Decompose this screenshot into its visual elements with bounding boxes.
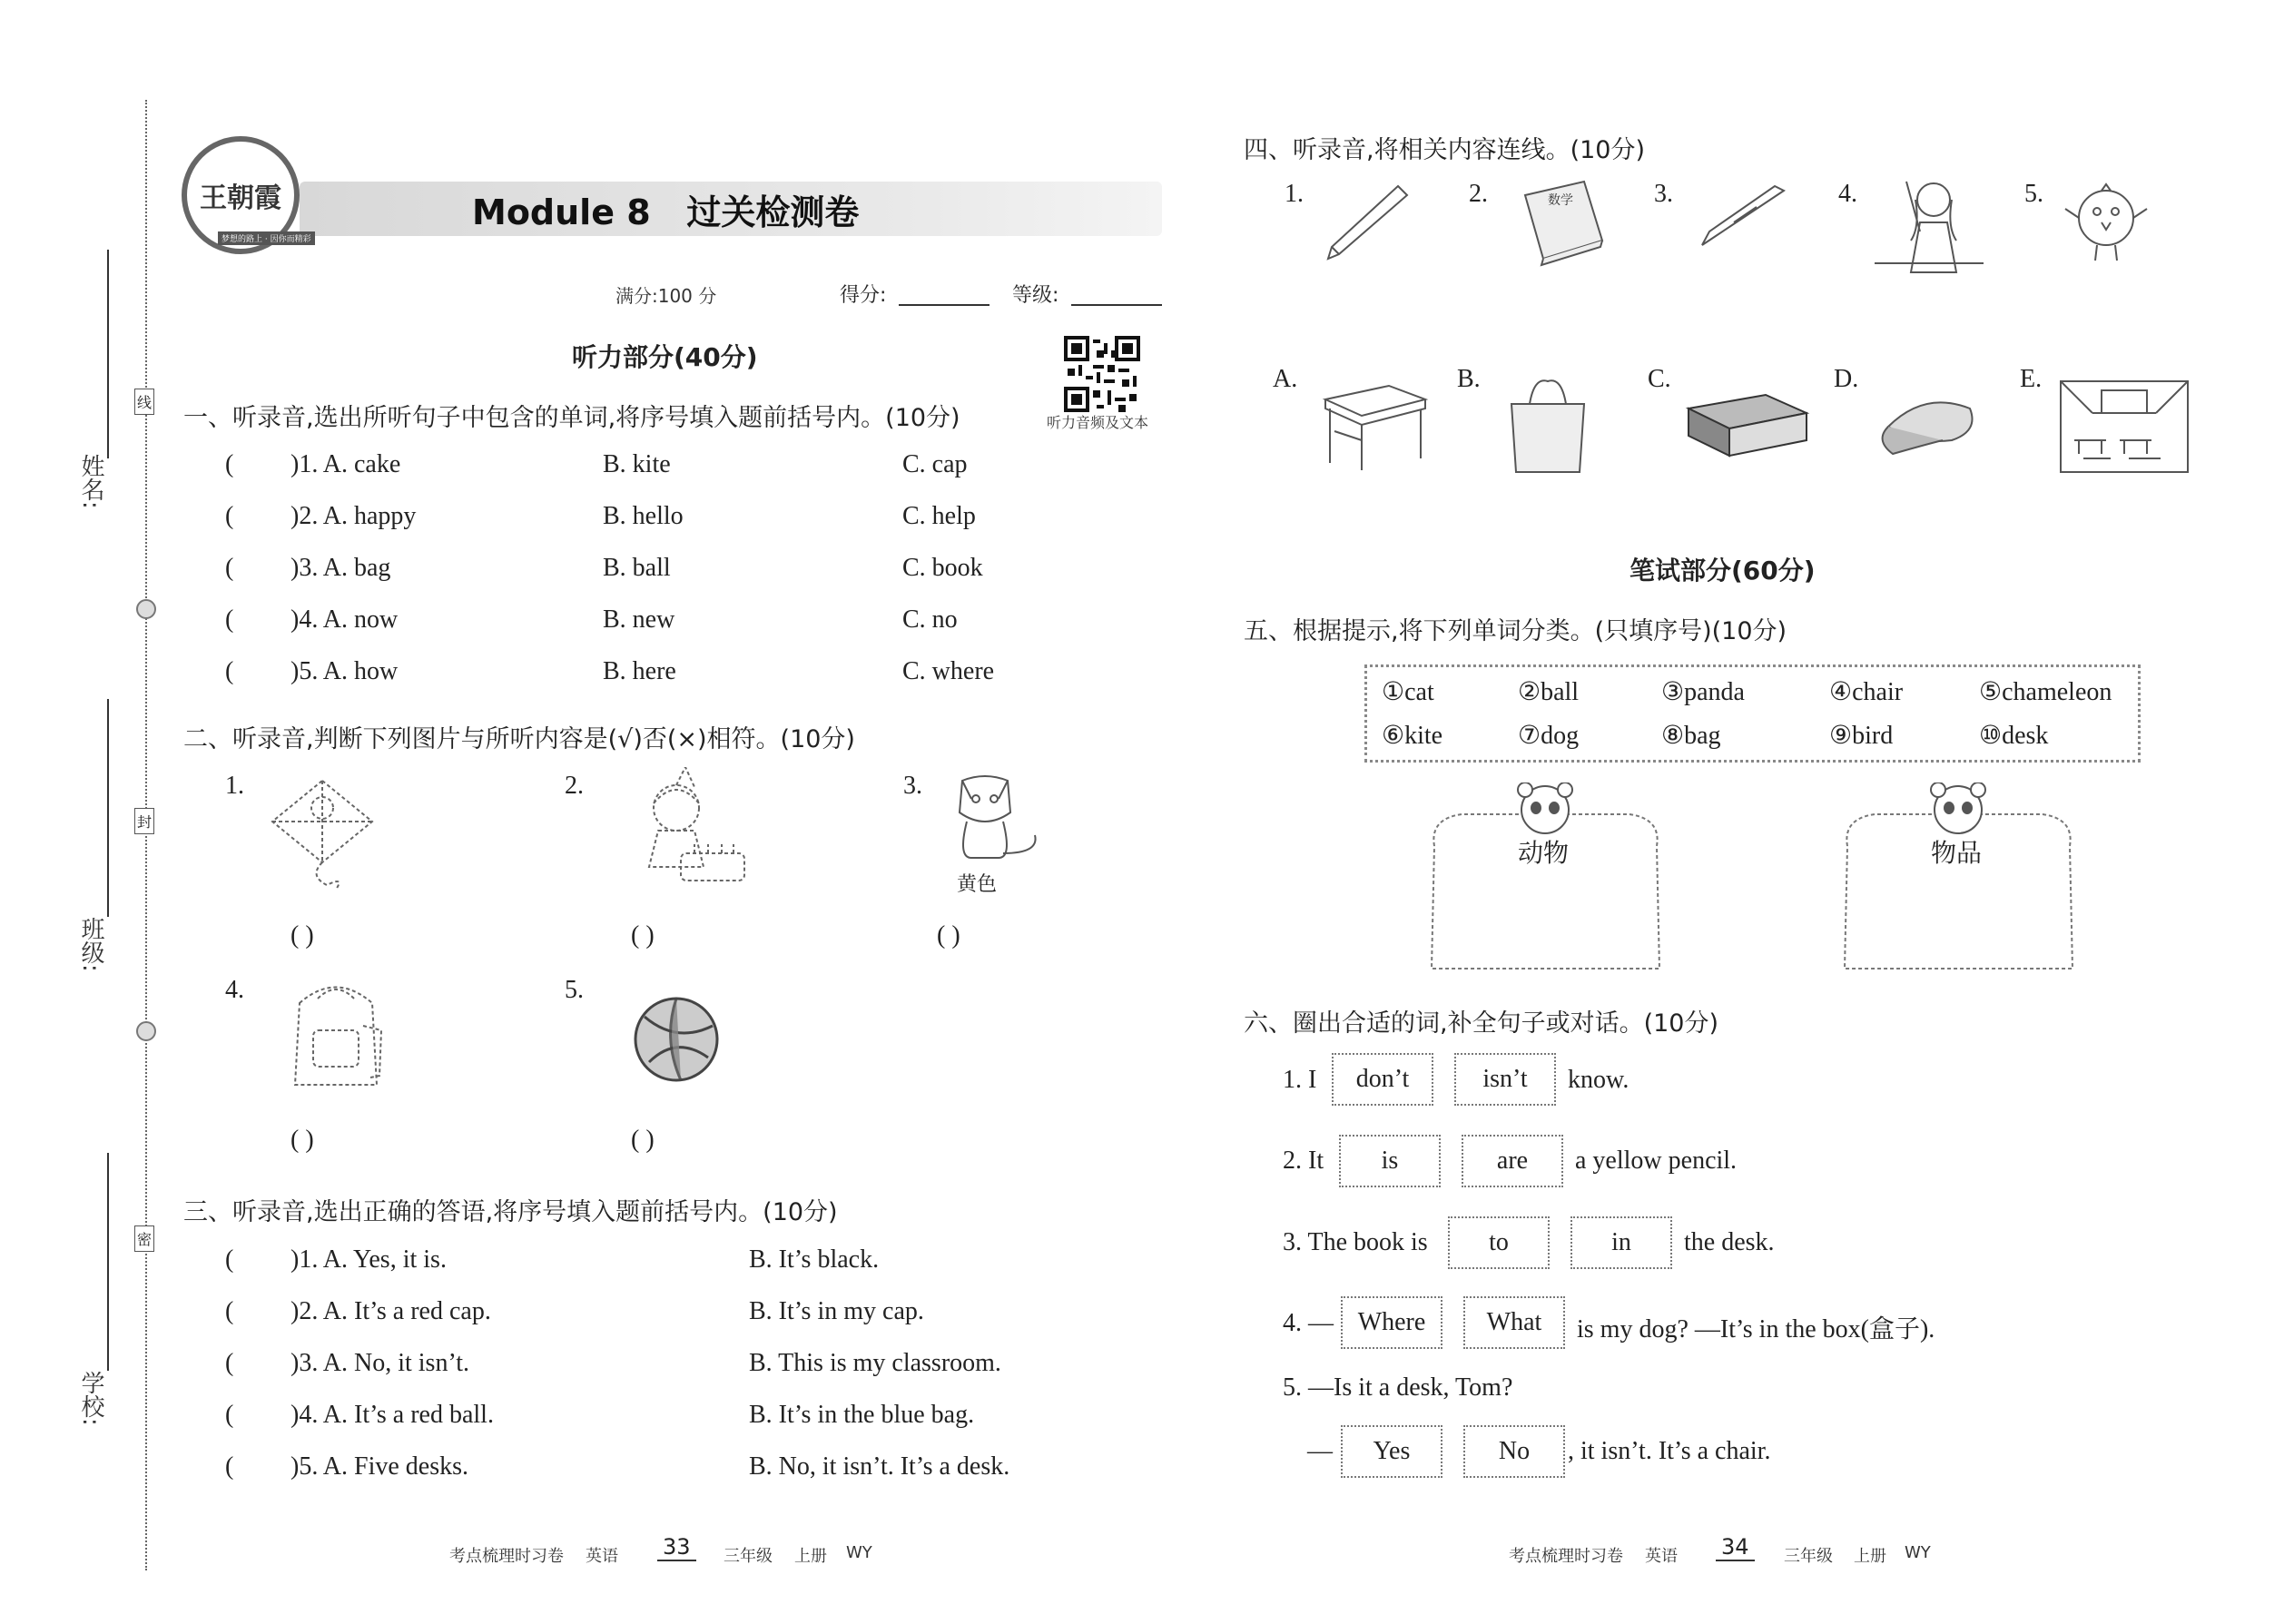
name-field[interactable] bbox=[107, 250, 109, 458]
class-field[interactable] bbox=[107, 699, 109, 917]
s3-q5-b: B. No, it isn’t. It’s a desk. bbox=[749, 1452, 1010, 1481]
s6-q5-option-2[interactable]: No bbox=[1463, 1425, 1565, 1478]
s2-num-2: 2. bbox=[565, 772, 584, 800]
footer-left-term: 上册 bbox=[794, 1547, 827, 1566]
school-label: 学校: bbox=[77, 1371, 104, 1426]
logo-text: 王朝霞 bbox=[200, 182, 281, 214]
footer-right-page-number: 34 bbox=[1716, 1534, 1755, 1561]
kite-image bbox=[254, 772, 390, 890]
pen-image bbox=[1693, 182, 1793, 254]
footer-left-series: 考点梳理时习卷 bbox=[449, 1547, 564, 1566]
cap-image bbox=[1870, 390, 1988, 463]
s3-q1-b: B. It’s black. bbox=[749, 1245, 880, 1274]
s2-num-5: 5. bbox=[565, 976, 584, 1004]
s3-q2-a: )2. A. It’s a red cap. bbox=[290, 1297, 491, 1325]
s4-top-num-5: 5. bbox=[2024, 180, 2043, 208]
s1-q5-c: C. where bbox=[902, 657, 995, 685]
s4-bottom-letter-E: E. bbox=[2020, 365, 2043, 393]
grade-field[interactable] bbox=[1071, 304, 1162, 306]
section2-title: 二、听录音,判断下列图片与所听内容是(√)否(×)相符。(10分) bbox=[183, 725, 855, 753]
s2-answer-2[interactable]: ( ) bbox=[631, 921, 655, 950]
s1-q3-a: )3. A. bag bbox=[290, 554, 391, 582]
word-bank-item: ②ball bbox=[1518, 678, 1580, 706]
section4-title: 四、听录音,将相关内容连线。(10分) bbox=[1244, 136, 1646, 164]
s3-q3-b: B. This is my classroom. bbox=[749, 1349, 1001, 1377]
logo-tagline: 梦想的路上 · 因你而精彩 bbox=[218, 231, 315, 245]
s2-answer-5[interactable]: ( ) bbox=[631, 1126, 655, 1154]
qr-code-icon[interactable] bbox=[1064, 336, 1140, 412]
animals-category-box[interactable] bbox=[1425, 782, 1666, 978]
footer-left-page-number: 33 bbox=[657, 1534, 696, 1561]
bag-image bbox=[1502, 377, 1593, 477]
footer-right-series: 考点梳理时习卷 bbox=[1509, 1547, 1623, 1566]
s1-q4-a: )4. A. now bbox=[290, 605, 399, 634]
s6-q3-post: the desk. bbox=[1684, 1228, 1775, 1256]
class-label: 班级: bbox=[77, 917, 104, 972]
s6-q5-pre: — bbox=[1307, 1437, 1333, 1465]
s2-num-4: 4. bbox=[225, 976, 244, 1004]
qr-caption: 听力音频及文本 bbox=[1047, 414, 1149, 431]
ball-image bbox=[626, 989, 726, 1089]
s4-bottom-letter-B: B. bbox=[1457, 365, 1481, 393]
word-bank-item: ⑨bird bbox=[1829, 722, 1894, 750]
s2-num-3: 3. bbox=[903, 772, 922, 800]
section3-title: 三、听录音,选出正确的答语,将序号填入题前括号内。(10分) bbox=[183, 1198, 838, 1226]
s1-q1-c: C. cap bbox=[902, 450, 968, 478]
binding-mark-secret: 密 bbox=[134, 1225, 154, 1252]
s1-q1-paren[interactable]: ( bbox=[225, 450, 234, 478]
s6-q5-option-1[interactable]: Yes bbox=[1341, 1425, 1442, 1478]
s4-top-num-1: 1. bbox=[1285, 180, 1304, 208]
s6-q4-option-2[interactable]: What bbox=[1463, 1296, 1565, 1349]
word-bank-item: ⑤chameleon bbox=[1979, 678, 2112, 706]
footer-left-grade: 三年级 bbox=[724, 1547, 773, 1566]
s3-q3-paren[interactable]: ( bbox=[225, 1349, 234, 1377]
word-bank-item: ③panda bbox=[1661, 678, 1745, 706]
s1-q4-b: B. new bbox=[603, 605, 675, 634]
math-book-label: 数学 bbox=[1548, 193, 1573, 208]
desk-image bbox=[1316, 381, 1434, 472]
binding-mark-seal: 封 bbox=[134, 808, 154, 834]
s1-q4-paren[interactable]: ( bbox=[225, 605, 234, 634]
s6-q1-post: know. bbox=[1568, 1066, 1629, 1094]
s3-q4-paren[interactable]: ( bbox=[225, 1401, 234, 1429]
grade-label: 等级: bbox=[1012, 284, 1059, 307]
s3-q1-paren[interactable]: ( bbox=[225, 1245, 234, 1274]
s6-q3-option-2[interactable]: in bbox=[1570, 1216, 1672, 1269]
name-label: 姓名: bbox=[77, 454, 104, 509]
footer-right-edition: WY bbox=[1905, 1543, 1931, 1562]
s3-q2-paren[interactable]: ( bbox=[225, 1297, 234, 1325]
s3-q2-b: B. It’s in my cap. bbox=[749, 1297, 924, 1325]
bird-image bbox=[2061, 177, 2151, 268]
s6-q5-line1: 5. —Is it a desk, Tom? bbox=[1283, 1373, 1513, 1402]
s2-answer-3[interactable]: ( ) bbox=[937, 921, 960, 950]
s4-bottom-letter-A: A. bbox=[1273, 365, 1298, 393]
word-bank-item: ⑧bag bbox=[1661, 722, 1721, 750]
s6-q1-pre: 1. I bbox=[1283, 1066, 1317, 1094]
footer-left-subject: 英语 bbox=[586, 1547, 618, 1566]
binding-hole-icon bbox=[136, 599, 156, 619]
animals-label: 动物 bbox=[1518, 838, 1570, 868]
s6-q1-option-2[interactable]: isn’t bbox=[1454, 1053, 1556, 1106]
cat-color-label: 黄色 bbox=[957, 873, 998, 896]
word-bank-item: ⑩desk bbox=[1979, 722, 2049, 750]
s6-q2-post: a yellow pencil. bbox=[1575, 1147, 1738, 1175]
binding-dotted-line bbox=[145, 100, 147, 1570]
school-field[interactable] bbox=[107, 1153, 109, 1371]
s6-q2-option-1[interactable]: is bbox=[1339, 1135, 1441, 1187]
score-label: 得分: bbox=[840, 284, 887, 307]
s1-q4-c: C. no bbox=[902, 605, 958, 634]
word-bank-item: ⑦dog bbox=[1518, 722, 1580, 750]
s1-q2-a: )2. A. happy bbox=[290, 502, 417, 530]
section1-title: 一、听录音,选出所听句子中包含的单词,将序号填入题前括号内。(10分) bbox=[183, 404, 960, 432]
s4-bottom-letter-D: D. bbox=[1834, 365, 1859, 393]
s2-answer-4[interactable]: ( ) bbox=[290, 1126, 314, 1154]
s3-q4-b: B. It’s in the blue bag. bbox=[749, 1401, 975, 1429]
s1-q1-a: )1. A. cake bbox=[290, 450, 401, 478]
s6-q2-option-2[interactable]: are bbox=[1462, 1135, 1563, 1187]
word-bank-item: ①cat bbox=[1382, 678, 1434, 706]
binding-hole-icon bbox=[136, 1021, 156, 1041]
schoolbag-image bbox=[272, 976, 399, 1094]
s3-q5-paren[interactable]: ( bbox=[225, 1452, 234, 1481]
word-bank-item: ⑥kite bbox=[1382, 722, 1443, 750]
score-field[interactable] bbox=[899, 304, 989, 306]
s6-q3-option-1[interactable]: to bbox=[1448, 1216, 1550, 1269]
classroom-image bbox=[2056, 377, 2192, 477]
writing-heading: 笔试部分(60分) bbox=[1629, 556, 1816, 586]
section6-title: 六、圈出合适的词,补全句子或对话。(10分) bbox=[1244, 1009, 1719, 1038]
s4-top-num-2: 2. bbox=[1469, 180, 1488, 208]
s6-q4-post: is my dog? —It’s in the box(盒子). bbox=[1577, 1315, 1935, 1343]
s2-num-1: 1. bbox=[225, 772, 244, 800]
footer-right-subject: 英语 bbox=[1645, 1547, 1678, 1566]
s2-answer-1[interactable]: ( ) bbox=[290, 921, 314, 950]
s4-bottom-letter-C: C. bbox=[1648, 365, 1671, 393]
math-book-image bbox=[1511, 177, 1611, 268]
things-category-box[interactable] bbox=[1838, 782, 2079, 978]
s6-q4-option-1[interactable]: Where bbox=[1341, 1296, 1442, 1349]
s1-q3-b: B. ball bbox=[603, 554, 671, 582]
footer-right-grade: 三年级 bbox=[1784, 1547, 1833, 1566]
s6-q5-post: , it isn’t. It’s a chair. bbox=[1568, 1437, 1771, 1465]
s3-q4-a: )4. A. It’s a red ball. bbox=[290, 1401, 494, 1429]
s6-q2-pre: 2. It bbox=[1283, 1147, 1324, 1175]
s1-q5-paren[interactable]: ( bbox=[225, 657, 234, 685]
s6-q3-pre: 3. The book is bbox=[1283, 1228, 1428, 1256]
s3-q5-a: )5. A. Five desks. bbox=[290, 1452, 468, 1481]
s6-q4-pre: 4. — bbox=[1283, 1309, 1334, 1337]
page-title: Module 8 过关检测卷 bbox=[472, 192, 860, 232]
things-label: 物品 bbox=[1931, 838, 1983, 868]
word-bank-item: ④chair bbox=[1829, 678, 1904, 706]
s1-q3-c: C. book bbox=[902, 554, 983, 582]
section5-title: 五、根据提示,将下列单词分类。(只填序号)(10分) bbox=[1244, 617, 1787, 645]
s6-q1-option-1[interactable]: don’t bbox=[1332, 1053, 1433, 1106]
book-image bbox=[1684, 390, 1811, 463]
teacher-image bbox=[1870, 172, 1988, 281]
footer-right-term: 上册 bbox=[1854, 1547, 1886, 1566]
listening-heading: 听力部分(40分) bbox=[572, 342, 758, 372]
s3-q1-a: )1. A. Yes, it is. bbox=[290, 1245, 447, 1274]
cat-image bbox=[940, 767, 1049, 867]
s4-top-num-3: 3. bbox=[1654, 180, 1673, 208]
s1-q2-c: C. help bbox=[902, 502, 976, 530]
s1-q5-a: )5. A. how bbox=[290, 657, 399, 685]
s1-q2-paren[interactable]: ( bbox=[225, 502, 234, 530]
s1-q1-b: B. kite bbox=[603, 450, 671, 478]
s1-q2-b: B. hello bbox=[603, 502, 684, 530]
s3-q3-a: )3. A. No, it isn’t. bbox=[290, 1349, 470, 1377]
pencil-image bbox=[1321, 182, 1412, 263]
binding-mark-line: 线 bbox=[134, 389, 154, 415]
s1-q5-b: B. here bbox=[603, 657, 676, 685]
girl-birthday-cake-image bbox=[626, 767, 753, 894]
full-score: 满分:100 分 bbox=[615, 285, 717, 307]
footer-left-edition: WY bbox=[846, 1543, 872, 1562]
s4-top-num-4: 4. bbox=[1838, 180, 1857, 208]
s1-q3-paren[interactable]: ( bbox=[225, 554, 234, 582]
